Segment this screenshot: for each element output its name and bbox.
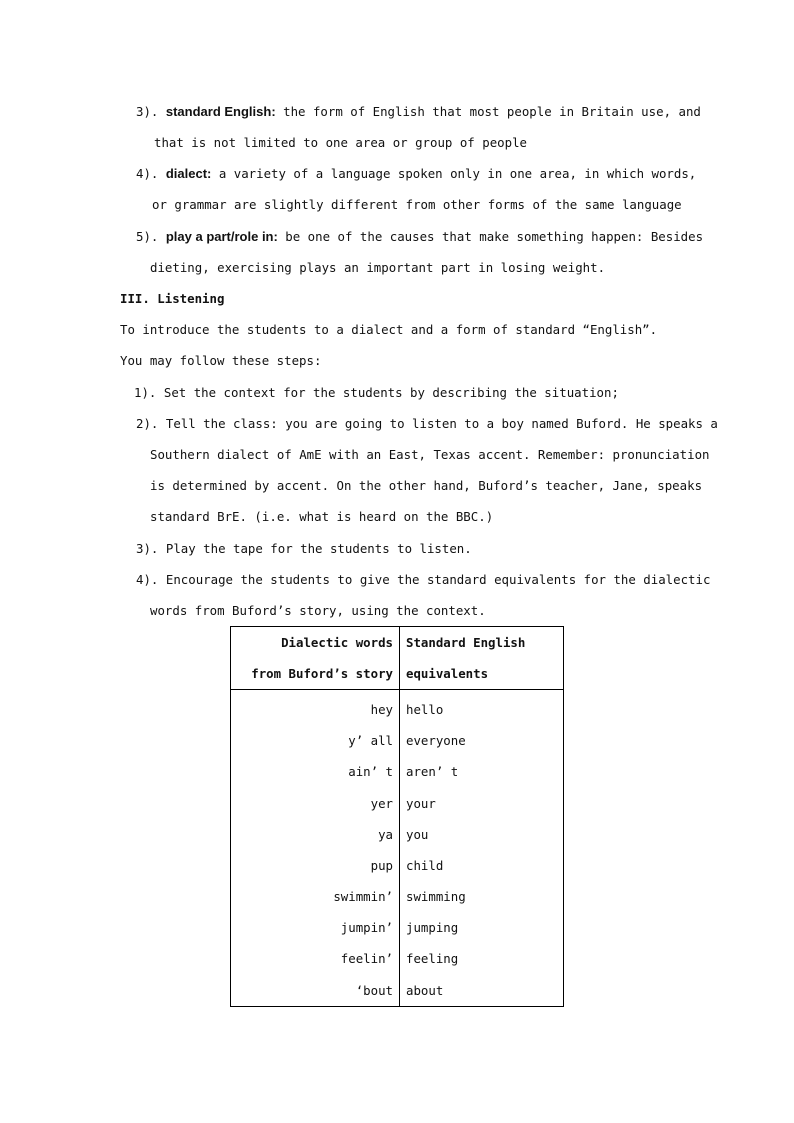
dialect-word-cell: ya (231, 819, 400, 850)
header-dialectic-words: Dialectic words (231, 627, 400, 659)
dialect-word-cell: hey (231, 690, 400, 726)
step-4-line-2: words from Buford’s story, using the context. (150, 603, 486, 618)
table-row (231, 944, 564, 975)
step-2-line-2: Southern dialect of AmE with an East, Texas accent. Remember: pronunciation (150, 447, 710, 462)
step-2-line-3: is determined by accent. On the other hand, Buford’s teacher, Jane, speaks (150, 478, 703, 493)
dialect-word-cell: jumpin’ (231, 913, 400, 944)
step-text: Play the tape for the students to listen. (165, 541, 472, 556)
table-row (231, 975, 564, 1007)
step-text: Set the context for the students by describing the situation; (163, 385, 619, 400)
table-row (231, 690, 564, 726)
step-text: Encourage the students to give the standard equivalents for the dialectic (165, 572, 711, 587)
dialect-word-cell: feelin’ (231, 944, 400, 975)
definition-term: standard English: (165, 104, 276, 119)
definition-text: the form of English that most people in Britain use, and (275, 104, 701, 119)
step-number: 3). (136, 541, 159, 556)
table-row (231, 757, 564, 788)
header-dialectic-words: from Buford’s story (231, 658, 400, 690)
standard-equivalent-cell: your (406, 795, 436, 811)
definition-term: play a part/role in: (165, 229, 278, 244)
table-row (231, 850, 564, 881)
step-3 (136, 541, 472, 557)
standard-equivalent-cell: about (406, 982, 444, 998)
step-2-line-4: standard BrE. (i.e. what is heard on the BBC.) (150, 509, 494, 524)
dialect-word-cell: yer (231, 788, 400, 819)
definition-4-line-1 (136, 166, 696, 182)
definition-3-line-1 (136, 104, 701, 120)
section-heading: III. Listening (120, 291, 225, 306)
standard-equivalent-cell: child (406, 857, 444, 873)
table-row (231, 913, 564, 944)
intro-paragraph: To introduce the students to a dialect and a form of standard “English”. (120, 322, 658, 337)
header-standard-english: Standard English (406, 634, 526, 650)
definition-4-line-2: or grammar are slightly different from other forms of the same language (152, 197, 682, 212)
table-row (231, 788, 564, 819)
standard-equivalent-cell: jumping (406, 920, 459, 936)
standard-equivalent-cell: swimming (406, 889, 466, 905)
standard-equivalent-cell: you (406, 826, 429, 842)
definition-text: be one of the causes that make something happen: Besides (277, 229, 704, 244)
table-row (231, 819, 564, 850)
step-number: 2). (136, 416, 159, 431)
definition-number: 4). (136, 166, 159, 181)
table-header-row (231, 658, 564, 690)
dialect-word-cell: ‘bout (231, 975, 400, 1007)
definition-5-line-1 (136, 229, 703, 245)
standard-equivalent-cell: everyone (406, 733, 466, 749)
dialect-word-cell: y’ all (231, 726, 400, 757)
table-header-row (231, 627, 564, 659)
dialect-word-cell: pup (231, 850, 400, 881)
step-number: 4). (136, 572, 159, 587)
standard-equivalent-cell: feeling (406, 951, 459, 967)
steps-intro: You may follow these steps: (120, 353, 322, 368)
dialect-equivalents-table (230, 626, 564, 1007)
table-row (231, 882, 564, 913)
step-text: Tell the class: you are going to listen to a boy named Buford. He speaks a (165, 416, 718, 431)
step-number: 1). (134, 385, 157, 400)
definition-number: 5). (136, 229, 159, 244)
definition-3-line-2: that is not limited to one area or group of people (154, 135, 527, 150)
definition-text: a variety of a language spoken only in one area, in which words, (211, 166, 697, 181)
step-1 (134, 385, 619, 401)
standard-equivalent-cell: aren’ t (406, 764, 459, 780)
definition-number: 3). (136, 104, 159, 119)
standard-equivalent-cell: hello (406, 701, 444, 717)
dialect-word-cell: swimmin’ (231, 882, 400, 913)
header-standard-english: equivalents (400, 658, 564, 690)
table-row (231, 726, 564, 757)
dialect-word-cell: ain’ t (231, 757, 400, 788)
definition-5-line-2: dieting, exercising plays an important part in losing weight. (150, 260, 606, 275)
step-4 (136, 572, 710, 588)
definition-term: dialect: (165, 166, 212, 181)
step-2 (136, 416, 718, 432)
